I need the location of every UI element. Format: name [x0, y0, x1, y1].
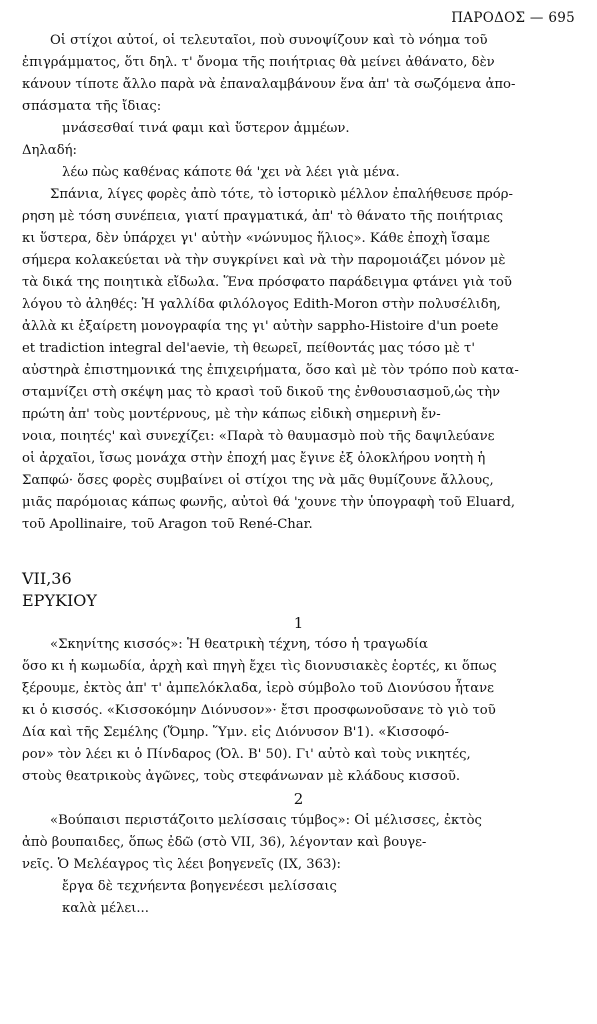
text-line: σήμερα κολακεύεται νὰ τὴν συγκρίνει καὶ νὰ τὴν παρομοιάζει μόνον μὲ: [22, 253, 506, 268]
text-line: ἀπὸ βουπαιδες, ὅπως ἐδῶ (στὸ VII, 36), λέγονταν καὶ βουγε-: [22, 835, 427, 850]
quote-line: μνάσεσθαί τινά φαμι καὶ ὕστερον ἀμμέων.: [62, 121, 350, 136]
text-line: στοὺς θεατρικοὺς ἀγῶνες, τοὺς στεφάνωναν μὲ κλάδους κισσοῦ.: [22, 769, 461, 784]
section-title: ΕΡΥΚΙΟΥ: [22, 591, 97, 610]
text-line: Δία καὶ τῆς Σεμέλης (Ὅμηρ. Ὕμν. εἰς Διόνυσον Β'1). «Κισσοφό-: [22, 725, 449, 740]
note-number: 1: [293, 614, 304, 632]
text-line: Δηλαδή:: [22, 143, 77, 158]
text-line: αὐστηρὰ ἐπιστημονικά της ἐπιχειρήματα, ὅσο καὶ μὲ τὸν τρόπο ποὺ κατα-: [22, 363, 519, 378]
text-line: ξέρουμε, ἐκτὸς ἀπ' τ' ἀμπελόκλαδα, ἱερὸ σύμβολο τοῦ Διονύσου ἦτανε: [22, 681, 494, 696]
text-line: μιᾶς παρόμοιας κάπως φωνῆς, αὐτοὶ θά 'χουνε τὴν ὑπογραφὴ τοῦ Eluard,: [22, 495, 516, 510]
text-line: οἱ ἀρχαῖοι, ἴσως μονάχα στὴν ἐποχή μας ἔγινε ἐξ ὁλοκλήρου νοητὴ ἡ: [22, 451, 486, 466]
text-line: ἀλλὰ κι ἐξαίρετη μονογραφία της γι' αὐτὴν sappho-Histoire d'un poete: [22, 319, 499, 334]
text-line: Σπάνια, λίγες φορὲς ἀπὸ τότε, τὸ ἱστορικὸ μέλλον ἐπαλήθευσε πρόρ-: [50, 187, 513, 202]
text-line: Σαπφώ· ὅσες φορὲς συμβαίνει οἱ στίχοι της νὰ μᾶς θυμίζουνε ἄλλους,: [22, 473, 494, 488]
text-line: κι ὁ κισσός. «Κισσοκόμην Διόνυσον»· ἔτσι προσφωνοῦσανε τὸ γιὸ τοῦ: [22, 703, 496, 718]
text-line: «Σκηνίτης κισσός»: Ἡ θεατρικὴ τέχνη, τόσο ἡ τραγωδία: [50, 637, 428, 652]
text-line: ἐπιγράμματος, ὅτι δηλ. τ' ὄνομα τῆς ποιήτριας θὰ μείνει ἀθάνατο, δὲν: [22, 55, 495, 70]
text-line: σταμνίζει στὴ σκέψη μας τὸ κρασὶ τοῦ δικοῦ της ἐνθουσιασμοῦ,ὡς τὴν: [22, 385, 501, 400]
quote-line: ἔργα δὲ τεχνήεντα βοηγενέεσι μελίσσαις: [62, 879, 337, 894]
text-line: ρον» τὸν λέει κι ὁ Πίνδαρος (Ὀλ. Β' 50). Γι' αὐτὸ καὶ τοὺς νικητές,: [22, 747, 471, 762]
running-head: ΠΑΡΟΔΟΣ — 695: [451, 10, 575, 26]
text-line: σπάσματα τῆς ἴδιας:: [22, 99, 162, 114]
quote-line: λέω πὼς καθένας κάποτε θά 'χει νὰ λέει γιὰ μένα.: [62, 165, 400, 180]
text-line: ρηση μὲ τόση συνέπεια, γιατί πραγματικά, ἀπ' τὸ θάνατο τῆς ποιήτριας: [22, 209, 504, 224]
text-line: πρώτη ἀπ' τοὺς μοντέρνους, μὲ τὴν κάπως εἰδικὴ σημερινὴ ἔν-: [22, 407, 441, 422]
text-line: Οἱ στίχοι αὐτοί, οἱ τελευταῖοι, ποὺ συνοψίζουν καὶ τὸ νόημα τοῦ: [50, 33, 488, 48]
note-number: 2: [293, 790, 304, 808]
text-line: κάνουν τίποτε ἄλλο παρὰ νὰ ἐπαναλαμβάνουν ἕνα ἀπ' τὰ σωζόμενα ἀπο-: [22, 77, 516, 92]
quote-line: καλὰ μέλει...: [62, 901, 149, 916]
text-line: τοῦ Apollinaire, τοῦ Aragon τοῦ René-Char.: [22, 517, 313, 532]
section-number: VII,36: [22, 569, 72, 588]
text-line: et tradiction integral del'aevie, τὴ θεωρεῖ, πείθοντάς μας τόσο μὲ τ': [22, 341, 475, 356]
text-line: τὰ δικά της ποιητικὰ εἴδωλα. Ἕνα πρόσφατο παράδειγμα φτάνει γιὰ τοῦ: [22, 275, 512, 290]
text-line: κι ὕστερα, δὲν ὑπάρχει γι' αὐτὴν «νώνυμος ἥλιος». Κάθε ἐποχὴ ἴσαμε: [22, 231, 490, 246]
text-line: ὅσο κι ἡ κωμωδία, ἀρχὴ καὶ πηγὴ ἔχει τὶς διονυσιακὲς ἑορτές, κι ὅπως: [22, 659, 497, 674]
text-line: νεῖς. Ὁ Μελέαγρος τὶς λέει βοηγενεῖς (IX, 363):: [22, 857, 341, 872]
text-line: λόγου τὸ ἀληθές: Ἡ γαλλίδα φιλόλογος Edith-Moron στὴν πολυσέλιδη,: [22, 297, 501, 312]
text-line: «Βούπαισι περιστάζοιτο μελίσσαις τύμβος»: Οἱ μέλισσες, ἐκτὸς: [50, 813, 482, 828]
text-line: νοια, ποιητές' καὶ συνεχίζει: «Παρὰ τὸ θαυμασμὸ ποὺ τῆς δαψιλεύανε: [22, 429, 495, 444]
